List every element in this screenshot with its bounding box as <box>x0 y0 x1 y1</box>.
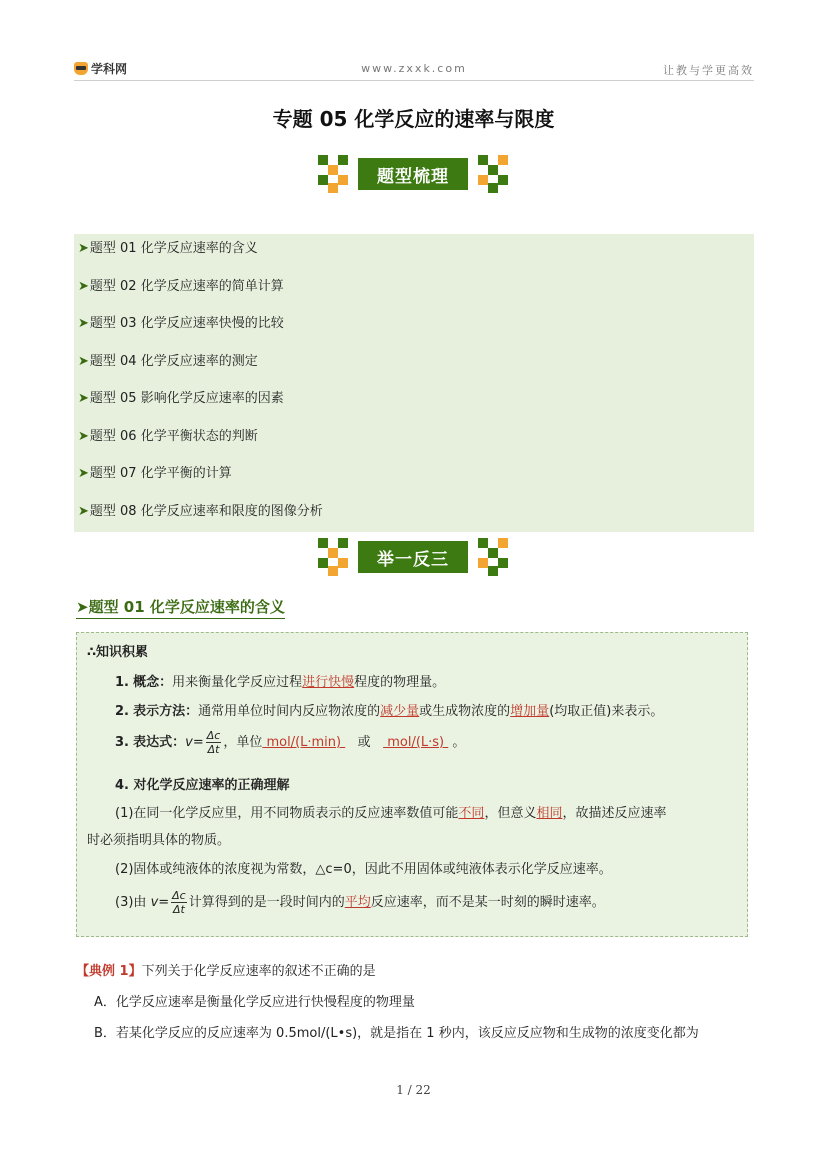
page-header <box>74 60 754 81</box>
site-url: www.zxxk.com <box>361 62 467 75</box>
toc-item[interactable]: ➤题型 03 化学反应速率快慢的比较 <box>78 316 284 331</box>
example-label: 【典例 1】 <box>76 964 142 979</box>
banner-question-types <box>318 155 508 193</box>
toc-item[interactable]: ➤题型 01 化学反应速率的含义 <box>78 241 258 256</box>
knowledge-point-7: (3)由 v= $\frac{\Delta c}{\Delta t}$ 计算得到的是一段时间内的平均反应速率，而不是某一时刻的瞬时速率。 <box>115 889 605 916</box>
knowledge-point-2: 2. 表示方法：通常用单位时间内反应物浓度的减少量或生成物浓度的增加量(均取正值)来表示。 <box>115 704 664 719</box>
section-heading: ➤题型 01 化学反应速率的含义 <box>76 596 285 619</box>
banner-label: 举一反三 <box>358 541 468 573</box>
knowledge-point-4: 4. 对化学反应速率的正确理解 <box>115 778 290 793</box>
toc-item[interactable]: ➤题型 08 化学反应速率和限度的图像分析 <box>78 504 323 519</box>
banner-examples <box>318 538 508 576</box>
knowledge-point-5-cont: 时必须指明具体的物质。 <box>87 833 231 848</box>
option-a: A．化学反应速率是衡量化学反应进行快慢程度的物理量 <box>94 995 415 1010</box>
page-title: 专题 05 化学反应的速率与限度 <box>272 107 555 131</box>
knowledge-point-6: (2)固体或纯液体的浓度视为常数，△c=0，因此不用固体或纯液体表示化学反应速率。 <box>115 862 612 877</box>
toc-item[interactable]: ➤题型 05 影响化学反应速率的因素 <box>78 391 284 406</box>
toc-item[interactable]: ➤题型 02 化学反应速率的简单计算 <box>78 279 284 294</box>
toc-item[interactable]: ➤题型 04 化学反应速率的测定 <box>78 354 258 369</box>
toc-item[interactable]: ➤题型 06 化学平衡状态的判断 <box>78 429 258 444</box>
knowledge-heading: ∴知识积累 <box>87 645 149 660</box>
banner-label: 题型梳理 <box>358 158 468 190</box>
page-number: 1 / 22 <box>396 1083 431 1097</box>
knowledge-point-3: 3. 表达式：v= $\frac{\Delta c}{\Delta t}$ ，单位 mol/(L·min) 或 mol/(L·s) 。 <box>115 729 466 756</box>
slogan: 让教与学更高效 <box>663 64 754 77</box>
logo-text: 学科网 <box>91 62 128 76</box>
toc-item[interactable]: ➤题型 07 化学平衡的计算 <box>78 466 232 481</box>
toc-panel <box>74 234 754 532</box>
option-b: B．若某化学反应的反应速率为 0.5mol/(L•s)，就是指在 1 秒内，该反应反应物和生成物的浓度变化都为 <box>94 1026 699 1041</box>
knowledge-point-1: 1. 概念：用来衡量化学反应过程进行快慢程度的物理量。 <box>115 675 446 690</box>
example-question: 【典例 1】下列关于化学反应速率的叙述不正确的是 <box>76 964 376 979</box>
knowledge-point-5: (1)在同一化学反应里，用不同物质表示的反应速率数值可能不同，但意义相同，故描述反应速率 <box>115 806 667 821</box>
knowledge-box <box>76 632 748 937</box>
